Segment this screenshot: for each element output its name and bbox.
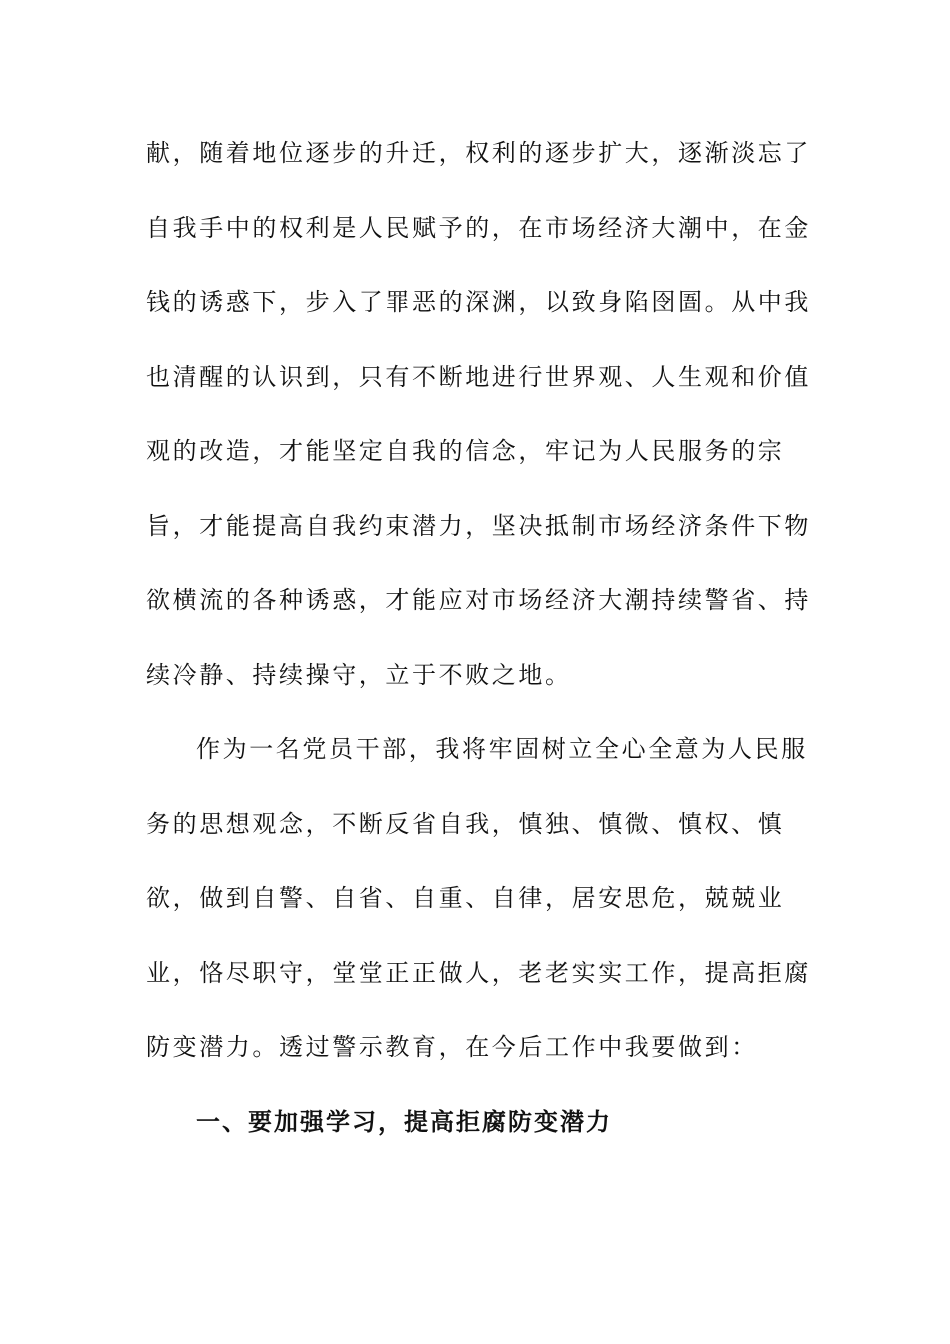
- document-body: [146, 128, 811, 1171]
- paragraph-1-line-5: 观的改造，才能坚定自我的信念，牢记为人民服务的宗: [146, 437, 785, 465]
- paragraph-1-line-3: 钱的诱惑下，步入了罪恶的深渊，以致身陷囹圄。从中我: [146, 288, 811, 316]
- paragraph-2-line-2: 务的思想观念，不断反省自我，慎独、慎微、慎权、慎: [146, 809, 785, 838]
- paragraph-2-line-5: 防变潜力。透过警示教育，在今后工作中我要做到：: [146, 1033, 758, 1061]
- paragraph-2-line-1: 作为一名党员干部，我将牢固树立全心全意为人民服: [196, 735, 808, 763]
- paragraph-1-line-1: 献，随着地位逐步的升迁，权利的逐步扩大，逐渐淡忘了: [146, 139, 811, 167]
- paragraph-1-line-2: 自我手中的权利是人民赋予的，在市场经济大潮中，在金: [146, 213, 811, 242]
- paragraph-1-line-7: 欲横流的各种诱惑，才能应对市场经济大潮持续警省、持: [146, 586, 811, 614]
- section-heading: 一、要加强学习，提高拒腐防变潜力: [196, 1107, 612, 1136]
- paragraph-1-line-4: 也清醒的认识到，只有不断地进行世界观、人生观和价值: [146, 362, 811, 391]
- paragraph-2-line-3: 欲，做到自警、自省、自重、自律，居安思危，兢兢业: [146, 884, 785, 912]
- paragraph-1-line-8: 续冷静、持续操守，立于不败之地。: [146, 660, 572, 689]
- paragraph-2-line-4: 业，恪尽职守，堂堂正正做人，老老实实工作，提高拒腐: [146, 958, 811, 987]
- paragraph-1-line-6: 旨，才能提高自我约束潜力，坚决抵制市场经济条件下物: [146, 511, 811, 540]
